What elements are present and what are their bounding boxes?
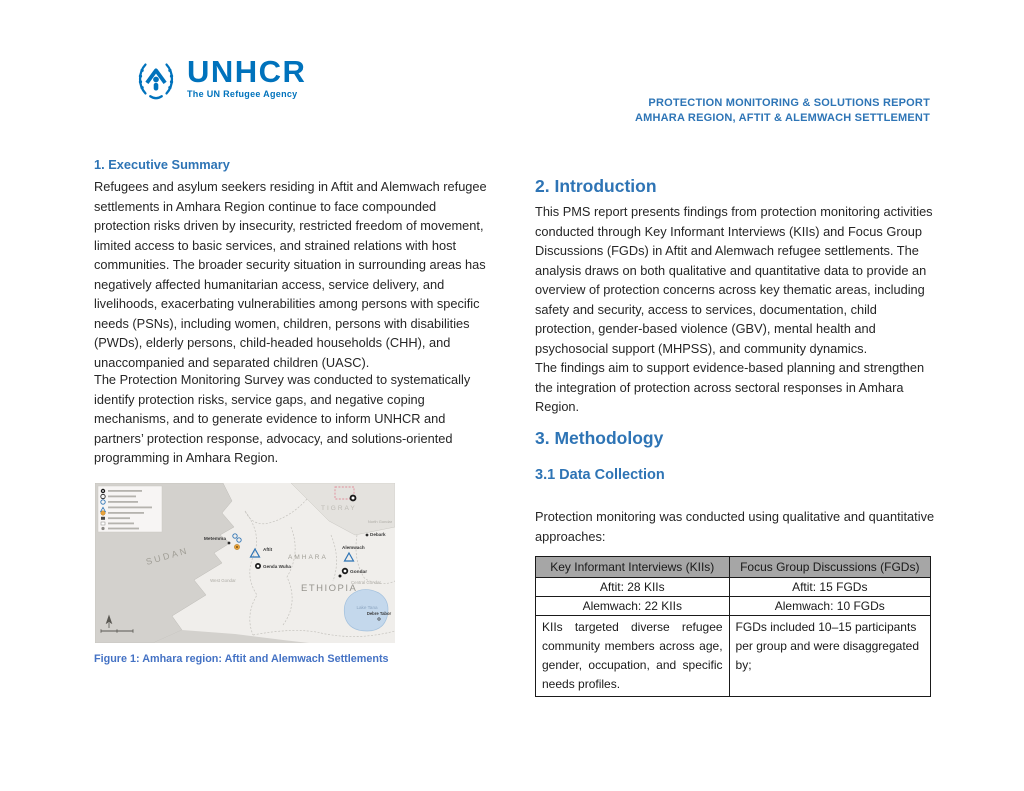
methodology-intro-text: Protection monitoring was conducted using qualitative and quantitative approaches:	[535, 509, 935, 544]
introduction-para1: This PMS report presents findings from protection monitoring activities conducted through Key Informant Interviews (KIIs) and Focus Group Discussions (FGDs) in Aftit and Alemwach refugee settlements. The analysis draws on both qualitative and quantitative data to provide an overview of protection concerns across key thematic areas, including safety and security, access to services, documentation, child protection, gender-based violence (GBV), mental health and psychosocial support (MHPSS), and community dynamics.	[535, 204, 933, 356]
unhcr-logo	[133, 56, 306, 107]
table-cell-alemwach-kii: Alemwach: 22 KIIs	[536, 597, 730, 616]
map-label-aftit: Aftit	[263, 547, 273, 552]
introduction-heading: 2. Introduction	[535, 176, 657, 196]
table-cell-alemwach-fgd: Alemwach: 10 FGDs	[729, 597, 930, 616]
map-label-lake-tana: Lake Tana	[356, 605, 378, 610]
table-row	[536, 578, 931, 597]
map-label-central-gondar: Central Gondar	[350, 580, 382, 585]
table-header-row	[536, 557, 931, 578]
unhcr-tagline: The UN Refugee Agency	[187, 89, 298, 99]
table-row	[536, 597, 931, 616]
map-label-alemwach: Alemwach	[342, 545, 365, 550]
map-label-gondar: Gondar	[350, 570, 368, 575]
table-cell-aftit-kii: Aftit: 28 KIIs	[536, 578, 730, 597]
executive-summary-para1: Refugees and asylum seekers residing in Aftit and Alemwach refugee settlements in Amhara Region continue to face compounded protection risks driven by insecurity, restricted freedom of movement, limited access to basic services, and strained relations with host communities. The broader security situation in surrounding areas has negatively affected humanitarian access, service delivery, and livelihoods, exacerbating vulnerabilities among persons with specific needs (PSNs), including women, children, persons with disabilities (PWDs), elderly persons, child-headed households (CHH), and unaccompanied and separated children (UASC).	[94, 179, 487, 370]
map-symbol-genda-wuha	[255, 563, 261, 569]
map-label-north-gondar: North Gondar	[367, 519, 393, 524]
table-header-kii: Key Informant Interviews (KIIs)	[536, 557, 730, 578]
executive-summary-heading: 1. Executive Summary	[94, 157, 230, 172]
figure-caption: Figure 1: Amhara region: Aftit and Alemwach Settlements	[94, 653, 389, 665]
map-label-sudan: SUDAN	[144, 545, 190, 567]
document-header	[635, 96, 930, 126]
map-label-amhara: AMHARA	[288, 554, 328, 561]
data-collection-table	[535, 556, 931, 697]
unhcr-brand-text: UNHCR	[187, 54, 307, 89]
map-legend	[98, 486, 162, 532]
executive-summary-para2: The Protection Monitoring Survey was conducted to systematically identify protection risks, service gaps, and negative coping mechanisms, and to generate evidence to inform UNHCR and partners’ protection response, advocacy, and solutions-oriented programming in Amhara Region.	[94, 372, 471, 465]
map-label-genda-wuha: Genda Wuha	[263, 564, 291, 569]
unhcr-emblem-icon	[133, 56, 179, 107]
table-header-fgd: Focus Group Discussions (FGDs)	[729, 557, 930, 578]
amhara-map-figure	[95, 483, 395, 643]
map-label-ethiopia: ETHIOPIA	[301, 583, 358, 594]
table-cell-kii-description: KIIs targeted diverse refugee community members across age, gender, occupation, and specific needs profiles.	[536, 616, 730, 697]
methodology-heading: 3. Methodology	[535, 428, 664, 448]
map-label-debre-tabor: Debre Tabor	[366, 611, 392, 616]
map-label-debark: Debark	[370, 532, 386, 537]
table-cell-fgd-description: FGDs included 10–15 participants per group and were disaggregated by;	[729, 616, 930, 697]
map-symbol-border-point	[234, 544, 239, 549]
map-label-metemma: Metemma	[203, 537, 226, 542]
document-header-line2: AMHARA REGION, AFTIT & ALEMWACH SETTLEMENT	[635, 112, 930, 124]
map-symbol-town-tigray	[350, 495, 357, 502]
map-label-tigray: TIGRAY	[321, 505, 357, 512]
table-cell-aftit-fgd: Aftit: 15 FGDs	[729, 578, 930, 597]
introduction-para2: The findings aim to support evidence-based planning and strengthen the integration of protection across sectoral responses in Amhara Region.	[535, 360, 925, 414]
document-header-line1: PROTECTION MONITORING & SOLUTIONS REPORT	[648, 97, 930, 109]
data-collection-heading: 3.1 Data Collection	[535, 467, 665, 483]
table-row	[536, 616, 931, 697]
map-label-west-gondar: West Gondar	[210, 578, 236, 583]
